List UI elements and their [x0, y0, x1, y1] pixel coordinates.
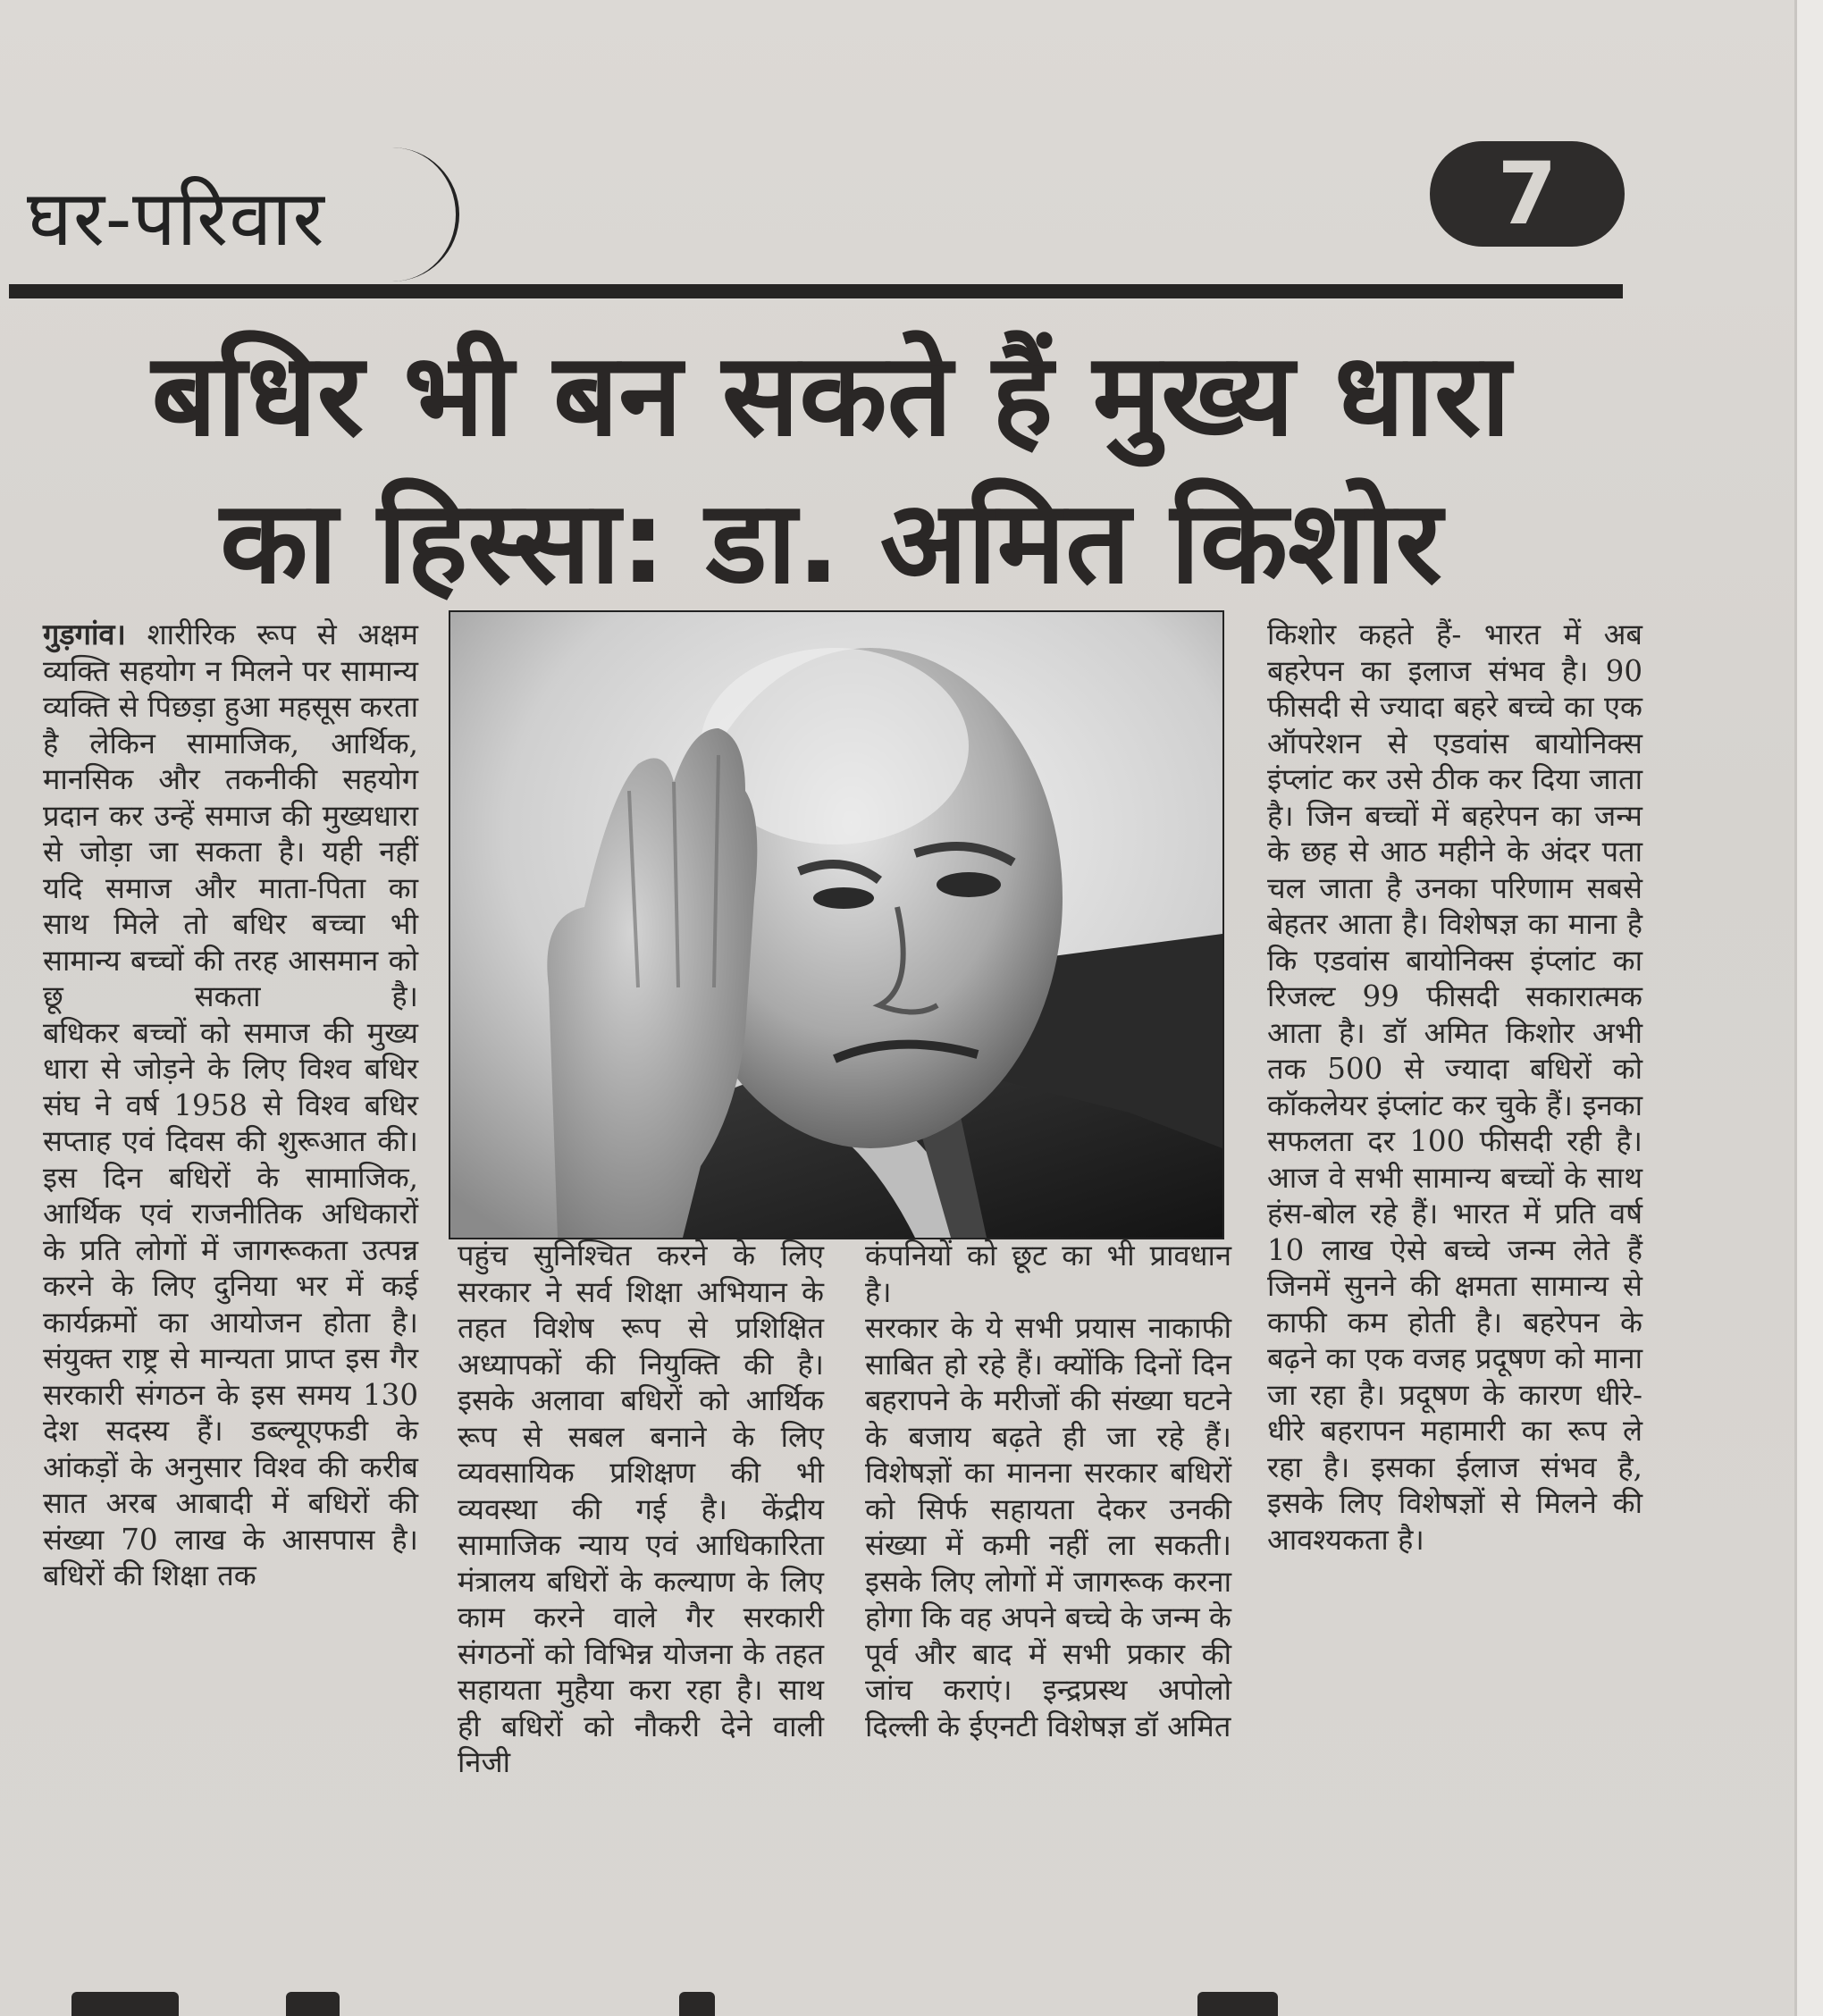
col2-paragraph: पहुंच सुनिश्चित करने के लिए सरकार ने सर्व शिक्षा अभियान के तहत विशेष रूप से प्रशिक्षित अध्यापकों की नियुक्ति की है। इसके अलावा बधिरों को आर्थिक रूप से सबल बनाने के लिए व्यवसायिक प्रशिक्षण की भी व्यवस्था की गई है। केंद्रीय सामाजिक न्याय एवं आधिकारिता मंत्रालय बधिरों के कल्याण के लिए काम करने वाले गैर सरकारी संगठनों को विभिन्न योजना के तहत सहायता मुहैया करा रहा है। साथ ही बधिरों को नौकरी देने वाली निजी: [458, 1239, 824, 1779]
section-bracket: [331, 147, 459, 281]
article-column-4: [1267, 617, 1642, 1558]
article-photo: [449, 610, 1224, 1239]
headline-line-2: का हिस्सा: डा. अमित किशोर: [220, 476, 1442, 609]
page-number-badge: 7: [1430, 141, 1625, 247]
dateline: गुड़गांव।: [43, 617, 126, 651]
col3-paragraph-1: कंपनियों को छूट का भी प्रावधान है।: [865, 1239, 1231, 1309]
next-headline-cutoff: [0, 1979, 1794, 2016]
article-column-3: [865, 1238, 1231, 1744]
headline: [36, 322, 1626, 617]
article-column-1: [43, 617, 418, 1594]
col4-paragraph: किशोर कहते हैं- भारत में अब बहरेपन का इलाज संभव है। 90 फीसदी से ज्यादा बहरे बच्चे का एक ऑपरेशन से एडवांस बायोनिक्स इंप्लांट कर उसे ठीक कर दिया जाता है। जिन बच्चों में बहरेपन का जन्म के छह से आठ महीने के अंदर पता चल जाता है उनका परिणाम सबसे बेहतर आता है। विशेषज्ञ का माना है कि एडवांस बायोनिक्स इंप्लांट का रिजल्ट 99 फीसदी सकारात्मक आता है। डॉ अमित किशोर अभी तक 500 से ज्यादा बधिरों को कॉकलेयर इंप्लांट कर चुके हैं। इनका सफलता दर 100 फीसदी रही है। आज वे सभी सामान्य बच्चों के साथ हंस-बोल रहे हैं। भारत में प्रति वर्ष 10 लाख ऐसे बच्चे जन्म लेते हैं जिनमें सुनने की क्षमता सामान्य से काफी कम होती है। बहरेपन के बढ़ने का एक वजह प्रदूषण को माना जा रहा है। प्रदूषण के कारण धीरे-धीरे बहरापन महामारी का रूप ले रहा है। इसका ईलाज संभव है, इसके लिए विशेषज्ञों से मिलने की आवश्यकता है।: [1267, 617, 1642, 1557]
article-column-2: [458, 1238, 824, 1781]
col1-paragraph-2: बधिकर बच्चों को समाज की मुख्य धारा से जोड़ने के लिए विश्व बधिर संघ ने वर्ष 1958 से विश्व बधिर सप्ताह एवं दिवस की शुरूआत की। इस दिन बधिरों के सामाजिक, आर्थिक एवं राजनीतिक अधिकारों के प्रति लोगों में जागरूकता उत्पन्न करने के लिए दुनिया भर में कई कार्यक्रमों का आयोजन होता है। संयुक्त राष्ट्र से मान्यता प्राप्त इस गैर सरकारी संगठन के इस समय 130 देश सदस्य हैं। डब्ल्यूएफडी के आंकड़ों के अनुसार विश्व की करीब सात अरब आबादी में बधिरों की संख्या 70 लाख के आसपास है। बधिरों की शिक्षा तक: [43, 1015, 418, 1592]
headline-line-1: बधिर भी बन सकते हैं मुख्य धारा: [151, 329, 1511, 462]
header-rule: [9, 284, 1623, 298]
col1-paragraph-1: शारीरिक रूप से अक्षम व्यक्ति सहयोग न मिलने पर सामान्य व्यक्ति से पिछड़ा हुआ महसूस करता है लेकिन सामाजिक, आर्थिक, मानसिक और तकनीकी सहयोग प्रदान कर उन्हें समाज की मुख्यधारा से जोड़ा जा सकता है। यही नहीं यदि समाज और माता-पिता का साथ मिले तो बधिर बच्चा भी सामान्य बच्चों की तरह आसमान को छू सकता है।: [43, 617, 418, 1013]
man-cupping-ear-photo: [450, 612, 1222, 1238]
section-title: घर-परिवार: [27, 174, 325, 264]
col3-paragraph-2: सरकार के ये सभी प्रयास नाकाफी साबित हो रहे हैं। क्योंकि दिनों दिन बहरापने के मरीजों की संख्या घटने के बजाय बढ़ते ही जा रहे हैं। विशेषज्ञों का मानना सरकार बधिरों को सिर्फ सहायता देकर उनकी संख्या में कमी नहीं ला सकती। इसके लिए लोगों में जागरूक करना होगा कि वह अपने बच्चे के जन्म के पूर्व और बाद में सभी प्रकार की जांच कराएं। इन्द्रप्रस्थ अपोलो दिल्ली के ईएनटी विशेषज्ञ डॉ अमित: [865, 1311, 1231, 1743]
